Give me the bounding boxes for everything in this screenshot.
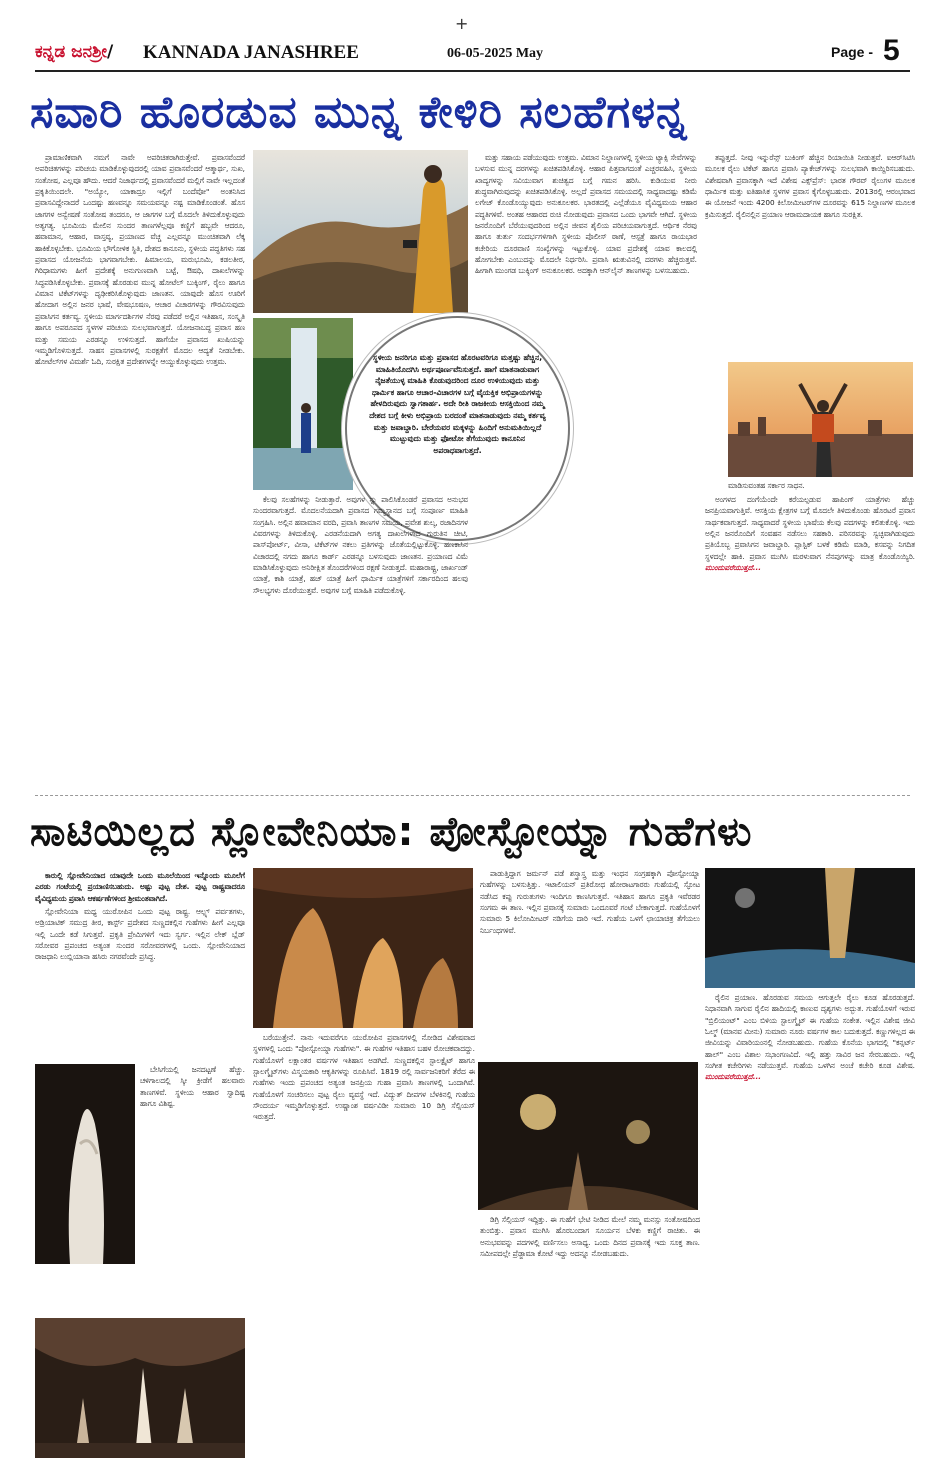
article1-col4-text: ತಪ್ಪುತ್ತದೆ. ನೀವು ಇನ್ನುರೆನ್ಸ್ ಬುಕಿಂಗ್ ಹೆಚ್ಚಿನ ರಿಯಾಯಿತಿ ನೀಡುತ್ತವೆ. ಐಆರ್‌ಸಿಟಿಸಿ ಮೂಲಕ ರೈಲು ಟಿಕೆಟ್ ಹಾಗೂ ಪ್ರವಾಸಿ ಪ್ಯಾಕೇಜ್‌ಗಳನ್ನು ಸುಲಭವಾಗಿ ಕಾಯ್ದಿರಿಸಬಹುದು. ವಿಶೇಷವಾಗಿ ಪ್ರವಾಸಕ್ಕಾಗಿ ಇದೆ ವಿಶೇಷ ಎಕ್ಸ್‌ಪ್ರೆಸ್: ಭಾರತ ಗೌರವ್ ರೈಲುಗಳ ಮೂಲಕ ಧಾರ್ಮಿಕ ಮತ್ತು ಐತಿಹಾಸಿಕ ಸ್ಥಳಗಳ ಪ್ರವಾಸ ಕೈಗೊಳ್ಳಬಹುದು. 2013ರಲ್ಲಿ ಆರಂಭವಾದ ಈ ಯೋಜನೆ ಇಂದು 4200 ಕಿಲೋಮೀಟರ್‌ಗಳ ದೂರವನ್ನು 615 ನಿಲ್ದಾಣಗಳ ಮೂಲಕ ಕ್ರಮಿಸುತ್ತದೆ. ರೈಲಿನಲ್ಲಿನ ಪ್ರಯಾಣ ಆರಾಮದಾಯಕ ಹಾಗೂ ಸುರಕ್ಷಿತ. bbox=[705, 153, 915, 219]
article1-col3-text: ಮತ್ತು ಸಹಾಯ ಪಡೆಯುವುದು ಉತ್ತಮ. ವಿಮಾನ ನಿಲ್ದಾಣಗಳಲ್ಲಿ ಸ್ಥಳೀಯ ಟ್ಯಾಕ್ಸಿ ಸೇವೆಗಳನ್ನು ಬಳಸುವ ಮುನ್ನ ದರಗಳನ್ನು ಖಚಿತಪಡಿಸಿಕೊಳ್ಳಿ. ಆಹಾರ ಪಿತ್ತವಾಗದಂತೆ ಎಚ್ಚರವಹಿಸಿ, ಸ್ಥಳೀಯ ಖಾದ್ಯಗಳನ್ನು ಸವಿಯುವಾಗ ಶುಚಿತ್ವದ ಬಗ್ಗೆ ಗಮನ ಹರಿಸಿ. ಕುಡಿಯುವ ನೀರು ಶುದ್ಧವಾಗಿರುವುದನ್ನು ಖಚಿತಪಡಿಸಿಕೊಳ್ಳಿ. ಅಲ್ಲದೆ ಪ್ರವಾಸದ ಸಮಯದಲ್ಲಿ ಸಾಧ್ಯವಾದಷ್ಟು ಕಡಿಮೆ ಲಗೇಜ್ ಕೊಂಡೊಯ್ಯುವುದು ಅನುಕೂಲಕರ. ಭಾರತದಲ್ಲಿ ಎಲ್ಲೆಡೆಯೂ ವೈವಿಧ್ಯಮಯ ಆಹಾರ ಪದ್ಧತಿಗಳಿವೆ. ಅಂತಹ ಆಹಾರದ ರುಚಿ ನೋಡುವುದು ಪ್ರವಾಸದ ಒಂದು ಭಾಗವೇ ಆಗಿದೆ. ಸ್ಥಳೀಯ ಜನರೊಂದಿಗೆ ಬೆರೆಯುವುದರಿಂದ ಅಲ್ಲಿನ ಜೀವನ ಶೈಲಿಯ ಪರಿಚಯವಾಗುತ್ತದೆ. ಆರ್ಥಿಕ ನೆರವು ಹಾಗೂ ತುರ್ತು ಸಂದರ್ಭಗಳಿಗಾಗಿ ಸ್ಥಳೀಯ ಪೊಲೀಸ್ ಠಾಣೆ, ಆಸ್ಪತ್ರೆ ಹಾಗೂ ರಾಯಭಾರ ಕಚೇರಿಯ ದೂರವಾಣಿ ಸಂಖ್ಯೆಗಳನ್ನು ಇಟ್ಟುಕೊಳ್ಳಿ. ಯಾವ ಪ್ರದೇಶಕ್ಕೆ ಯಾವ ಕಾಲದಲ್ಲಿ ಹೋಗಬೇಕು ಎಂಬುದನ್ನು ಮೊದಲೇ ನಿರ್ಧರಿಸಿ. ಪ್ರವಾಸಿ ಋತುವಿನಲ್ಲಿ ದರಗಳು ಹೆಚ್ಚಿರುತ್ತವೆ. ಹೀಗಾಗಿ ಮುಂಗಡ ಬುಕ್ಕಿಂಗ್ ಅನುಕೂಲಕರ. ಅದಕ್ಕಾಗಿ ಆನ್‌ಲೈನ್ ತಾಣಗಳನ್ನು ಬಳಸಬಹುದು. bbox=[475, 153, 697, 276]
article1-photo-hiker-mountain bbox=[253, 150, 468, 313]
article2-photo-cave-formations bbox=[35, 1318, 245, 1458]
article2-col4-text: ರೈಲಿನ ಪ್ರಯಾಣ. ಹೊರಡುವ ಸಮಯ ಆಗುತ್ತಲೇ ರೈಲು ಕೂಡ ಹೊರಡುತ್ತದೆ. ನಿಧಾನವಾಗಿ ಸಾಗುವ ರೈಲಿನ ಹಾದಿಯಲ್ಲಿ ಕಾಣುವ ದೃಶ್ಯಗಳು ಅದ್ಭುತ. ಗುಹೆಯೊಳಗೆ ಇರುವ "ಬ್ರಿಲಿಯಂಟ್" ಎಂಬ ಬಿಳಿಯ ಸ್ಟಾಲಗ್ಮೈಟ್ ಈ ಗುಹೆಯ ಸಂಕೇತ. ಇಲ್ಲಿನ ವಿಶೇಷ ಜೀವಿ ಓಲ್ಮ್ (ಮಾನವ ಮೀನು) ಸುಮಾರು ನೂರು ವರ್ಷಗಳ ಕಾಲ ಬದುಕುತ್ತದೆ. ಕಣ್ಣುಗಳಿಲ್ಲದ ಈ ಜೀವಿಯನ್ನು ವಿವಾರಿಯಂನಲ್ಲಿ ನೋಡಬಹುದು. ಗುಹೆಯ ಕೊನೆಯ ಭಾಗದಲ್ಲಿ "ಕನ್ಸರ್ಟ್ ಹಾಲ್" ಎಂಬ ವಿಶಾಲ ಸಭಾಂಗಣವಿದೆ. ಇಲ್ಲಿ ಹತ್ತು ಸಾವಿರ ಜನ ಸೇರಬಹುದು. ಇಲ್ಲಿ ಸಂಗೀತ ಕಚೇರಿಗಳು ನಡೆಯುತ್ತವೆ. ಗುಹೆಯ ಒಳಗಿನ ಅಂಚೆ ಕಚೇರಿ ಕೂಡ ವಿಶೇಷ. bbox=[705, 993, 915, 1071]
article2-col3b-text: ಡಿಗ್ರಿ ಸೆಲ್ಸಿಯಸ್ ಇದ್ದಿತ್ತು. ಈ ಗುಹೆಗೆ ಭೇಟಿ ನೀಡಿದ ಮೇಲೆ ನಮ್ಮ ಮನಸ್ಸು ಸಂತೋಷದಿಂದ ತುಂಬಿತ್ತು. ಪ್ರವಾಸ ಮುಗಿಸಿ ಹೊರಬಂದಾಗ ಸೂರ್ಯನ ಬೆಳಕು ಕಣ್ಣಿಗೆ ರಾಚಿತು. ಈ ಅನುಭವವನ್ನು ಪದಗಳಲ್ಲಿ ವರ್ಣಿಸಲು ಅಸಾಧ್ಯ. ಒಂದು ದಿನದ ಪ್ರವಾಸಕ್ಕೆ ಇದು ಸೂಕ್ತ ತಾಣ. ಸಮೀಪದಲ್ಲೇ ಪ್ರೆಡ್ಜಾಮಾ ಕೋಟೆ ಇದ್ದು ಅದನ್ನೂ ನೋಡಬಹುದು. bbox=[480, 1215, 700, 1259]
article1-continued: ಮುಂದುವರೆಯುತ್ತದೆ... bbox=[705, 563, 762, 573]
article2-photo-cave-interior bbox=[253, 868, 473, 1028]
article1-col2-text: ಕೆಲವು ಸಲಹೆಗಳನ್ನು ನೀಡುತ್ತಾರೆ. ಅವುಗಳ ನ್ನು ಪಾಲಿಸಿಕೊಂಡರೆ ಪ್ರವಾಸದ ಅನುಭವ ಸುಂದರವಾಗುತ್ತದೆ. ಮೊದಲನೆಯದಾಗಿ ಪ್ರವಾಸದ ಗಮ್ಯಸ್ಥಾನದ ಬಗ್ಗೆ ಸಂಪೂರ್ಣ ಮಾಹಿತಿ ಸಂಗ್ರಹಿಸಿ. ಅಲ್ಲಿನ ಹವಾಮಾನ ವರದಿ, ಪ್ರವಾಸಿ ತಾಣಗಳ ಸಮಯ, ಪ್ರವೇಶ ಶುಲ್ಕ, ರಜಾದಿನಗಳ ವಿವರಗಳನ್ನು ತಿಳಿದುಕೊಳ್ಳಿ. ಎರಡನೆಯದಾಗಿ ಅಗತ್ಯ ದಾಖಲೆಗಳಾದ ಗುರುತಿನ ಚೀಟಿ, ಪಾಸ್‌ಪೋರ್ಟ್, ವೀಸಾ, ಟಿಕೆಟ್‌ಗಳ ನಕಲು ಪ್ರತಿಗಳನ್ನು ಜೊತೆಯಲ್ಲಿಟ್ಟುಕೊಳ್ಳಿ. ಹಣಕಾಸಿನ ವಿಚಾರದಲ್ಲಿ ನಗದು ಹಾಗೂ ಕಾರ್ಡ್ ಎರಡನ್ನೂ ಬಳಸುವುದು ಜಾಣತನ. ಪ್ರಯಾಣದ ವಿಮೆ ಮಾಡಿಸಿಕೊಳ್ಳುವುದು ಅನಿರೀಕ್ಷಿತ ತೊಂದರೆಗಳಿಂದ ರಕ್ಷಣೆ ನೀಡುತ್ತದೆ. ಮಹಾರಾಷ್ಟ್ರ, ಜಾರ್ಖಂಡ್ ಯಾತ್ರೆ, ಕಾಶಿ ಯಾತ್ರೆ, ಹಜ್ ಯಾತ್ರೆ ಹೀಗೆ ಧಾರ್ಮಿಕ ಯಾತ್ರೆಗಳಿಗೆ ಸರ್ಕಾರದಿಂದ ಹಲವು ಸೌಲಭ್ಯಗಳು ದೊರೆಯುತ್ತವೆ. ಅವುಗಳ ಬಗ್ಗೆ ಮಾಹಿತಿ ಪಡೆದುಕೊಳ್ಳಿ. bbox=[253, 495, 468, 595]
article1-column-3 bbox=[475, 152, 697, 792]
article2-col3-text: ಪಾಡುತ್ತಿದ್ದಾಗ ಜರ್ಮನ್ ಪಡೆ ಶಸ್ತ್ರಾಸ್ತ್ರ ಮತ್ತು ಇಂಧನ ಸಂಗ್ರಹಕ್ಕಾಗಿ ಪೋಸ್ಟೋಯ್ನಾ ಗುಹೆಗಳನ್ನು ಬಳಸುತ್ತಿತ್ತು. ಇಟಾಲಿಯನ್ ಪ್ರತಿರೋಧ ಹೋರಾಟಗಾರರು ಗುಹೆಯಲ್ಲಿ ಸ್ಫೋಟ ನಡೆಸಿದ ಕಪ್ಪು ಗುರುತುಗಳು ಇಂದಿಗೂ ಕಾಣಸಿಗುತ್ತವೆ. ಇತಿಹಾಸ ಹಾಗೂ ಪ್ರಕೃತಿ ಇವೆರಡರ ಸಂಗಮ ಈ ತಾಣ. ಇಲ್ಲಿನ ಪ್ರವಾಸಕ್ಕೆ ಸುಮಾರು ಒಂದೂವರೆ ಗಂಟೆ ಬೇಕಾಗುತ್ತದೆ. ಗುಹೆಯೊಳಗೆ ಸುಮಾರು 5 ಕಿಲೋಮೀಟರ್ ನಡಿಗೆಯ ದಾರಿ ಇದೆ. ಗುಹೆಯ ಒಳಗೆ ಛಾಯಾಚಿತ್ರ ತೆಗೆಯಲು ನಿರ್ಬಂಧಗಳಿವೆ. bbox=[480, 869, 700, 935]
article2-column-3b bbox=[480, 1214, 700, 1456]
brand-kannada-text: ಕನ್ನಡ ಜನಶ್ರೀ bbox=[35, 42, 107, 62]
article1-column-4 bbox=[705, 152, 915, 357]
article2-lead-text: ಕಾರುಲ್ಲಿ ಸ್ಲೋವೇನಿಯಾದ ಯಾವುದೇ ಒಂದು ಮೂಲೆಯಿಂದ ಇನ್ನೊಂದು ಮೂಲೆಗೆ ಎರಡು ಗಂಟೆಯಲ್ಲಿ ಪ್ರಯಾಣಿಸಬಹುದು. ಅಷ್ಟು ಪುಟ್ಟ ದೇಶ. ಪುಟ್ಟ ರಾಷ್ಟ್ರವಾದರೂ ವೈವಿಧ್ಯಮಯ ಪ್ರವಾಸಿ ಆಕರ್ಷಣೆಗಳಿಂದ ಶ್ರೀಮಂತವಾಗಿದೆ. bbox=[35, 871, 245, 903]
article2-headline: ಸಾಟಿಯಿಲ್ಲದ ಸ್ಲೋವೇನಿಯಾ: ಪೋಸ್ಟೋಯ್ನಾ ಗುಹೆಗಳು bbox=[30, 809, 753, 855]
brand-separator: / bbox=[106, 42, 114, 62]
article2-column-4 bbox=[705, 992, 915, 1452]
article1-col4b-text: ಅಂಗಳದ ದಂಗೆಯೆಂದೇ ಕರೆಯಲ್ಪಡುವ ಹಾಪಿಂಗ್ ಯಾತ್ರೆಗಳು ಹೆಚ್ಚು ಜನಪ್ರಿಯವಾಗುತ್ತಿವೆ. ಆಸಕ್ತಿಯ ಕ್ಷೇತ್ರಗಳ ಬಗ್ಗೆ ಮೊದಲೇ ತಿಳಿದುಕೊಂಡು ಹೊರಟರೆ ಪ್ರವಾಸ ಸಾರ್ಥಕವಾಗುತ್ತದೆ. ಸಾಧ್ಯವಾದರೆ ಸ್ಥಳೀಯ ಭಾಷೆಯ ಕೆಲವು ಪದಗಳನ್ನು ಕಲಿತುಕೊಳ್ಳಿ. ಇದು ಅಲ್ಲಿನ ಜನರೊಂದಿಗೆ ಸಂವಹನ ನಡೆಸಲು ಸಹಕಾರಿ. ಪರಿಸರವನ್ನು ಸ್ವಚ್ಛವಾಗಿಡುವುದು ಪ್ರತಿಯೊಬ್ಬ ಪ್ರವಾಸಿಗನ ಜವಾಬ್ದಾರಿ. ಪ್ಲಾಸ್ಟಿಕ್ ಬಳಕೆ ಕಡಿಮೆ ಮಾಡಿ, ಕಸವನ್ನು ನಿಗದಿತ ಸ್ಥಳದಲ್ಲೇ ಹಾಕಿ. ಪ್ರವಾಸ ಮುಗಿಸಿ ಮರಳುವಾಗ ನೆನಪುಗಳನ್ನು ಮಾತ್ರ ಕೊಂಡೊಯ್ಯಿರಿ. bbox=[705, 495, 915, 561]
article1-photo-caption: ಮಾಡಿಸುವಂತಹ ಸರ್ಕಾರ ಸಾಧನ. bbox=[728, 481, 805, 490]
article1-col1-text: ಪ್ರಾಮಾಣಿಕವಾಗಿ ನಮಗೆ ನಾವೇ ಅಪರಿಚಿತರಾಗಿರುತ್ತೇವೆ. ಪ್ರವಾಸವೆಂದರೆ ಅಪರಿಚಿತಗಳನ್ನು ಪರಿಚಯ ಮಾಡಿಕೊಳ್ಳುವುದರಲ್ಲಿ ಯಾವ ಪ್ರವಾಸವೆಂದರೆ ಆತ್ಮಾರ್ಥ, ಸುಖ, ಸಂತೋಷ, ಎಲ್ಲವೂ ಹೌದು. ಆದರೆ ನಿಜಾರ್ಥದಲ್ಲಿ ಪ್ರವಾಸವೆಂದರೆ ಮಲ್ಲಿಗೆ ನಾವೇ ಇಲ್ಲದಂತೆ ಪ್ರಕೃತಿಯಿಂದಲೇ. "ಅಯ್ಯೋ, ಯಾಕಾದ್ರೂ ಇಲ್ಲಿಗೆ ಬಂದೆವೋ" ಅಂತನಿಸಿದ ಪ್ರವಾಸವಿದ್ದೇನಾದರೆ ಒಂದಷ್ಟು ಹಣವನ್ನೂ ಸಮಯವನ್ನೂ ನಷ್ಟ ಮಾಡಿಕೊಂಡಂತೆ. ಹೊಸ ಜಾಗಗಳ ಅನ್ವೇಷಣೆ ಸಂತೋಷ ತಂದರೂ, ಆ ಜಾಗಗಳ ಬಗ್ಗೆ ಮೊದಲೇ ತಿಳಿದುಕೊಳ್ಳುವುದು ಅತ್ಯಗತ್ಯ. ಭೂಮಿಯ ಮೇಲಿನ ಸುಂದರ ತಾಣಗಳೆಲ್ಲವೂ ಕಣ್ಣಿಗೆ ಹಬ್ಬವೇ ಆದರೂ, ಹವಾಮಾನ, ಆಹಾರ, ವಾಸ್ತವ್ಯ, ಪ್ರಯಾಣದ ವೆಚ್ಚ ಎಲ್ಲವನ್ನೂ ಮುಂಚಿತವಾಗಿ ಲೆಕ್ಕ ಹಾಕಿಕೊಳ್ಳಬೇಕು. ಭೂಮಿಯ ಭೌಗೋಳಿಕ ಸ್ಥಿತಿ, ದೇಶದ ಕಾನೂನು, ಸ್ಥಳೀಯ ಪದ್ಧತಿಗಳು ಸಹ ಪ್ರವಾಸದ ಯೋಜನೆಯ ಭಾಗವಾಗಬೇಕು. ಹಿಮಾಲಯ, ಮರುಭೂಮಿ, ಕಡಲತೀರ, ಗಿರಿಧಾಮಗಳು ಹೀಗೆ ಪ್ರದೇಶಕ್ಕೆ ಅನುಗುಣವಾಗಿ ಬಟ್ಟೆ, ಔಷಧಿ, ದಾಖಲೆಗಳನ್ನು ಸಿದ್ಧಪಡಿಸಿಕೊಳ್ಳಬೇಕು. ಪ್ರವಾಸಕ್ಕೆ ಹೊರಡುವ ಮುನ್ನ ಹೋಟೆಲ್ ಬುಕ್ಕಿಂಗ್, ರೈಲು ಹಾಗೂ ವಿಮಾನ ಟಿಕೆಟ್‌ಗಳನ್ನು ದೃಢೀಕರಿಸಿಕೊಳ್ಳುವುದು ಜಾಣತನ. ಯಾವುದೇ ಹೊಸ ಊರಿಗೆ ಹೋದಾಗ ಅಲ್ಲಿನ ಜನರ ಭಾಷೆ, ವೇಷಭೂಷಣ, ಆಚಾರ ವಿಚಾರಗಳನ್ನು ಗೌರವಿಸುವುದು ಪ್ರವಾಸಿಗನ ಕರ್ತವ್ಯ. ಸ್ಥಳೀಯ ಮಾರ್ಗದರ್ಶಿಗಳ ನೆರವು ಪಡೆದರೆ ಅಲ್ಲಿನ ಇತಿಹಾಸ, ಸಂಸ್ಕೃತಿ ಹಾಗೂ ಅಪರೂಪದ ಸ್ಥಳಗಳ ಪರಿಚಯ ಸುಲಭವಾಗುತ್ತದೆ. ಯೋಜನಾಬದ್ಧ ಪ್ರವಾಸ ಹಣ ಮತ್ತು ಸಮಯ ಎರಡನ್ನೂ ಉಳಿಸುತ್ತದೆ. ಹಾಗೆಯೇ ಪ್ರವಾಸದ ಖುಷಿಯನ್ನು ಇಮ್ಮಡಿಗೊಳಿಸುತ್ತದೆ. ಸಾಹಸ ಪ್ರವಾಸಗಳಲ್ಲಿ ಸುರಕ್ಷತೆಗೆ ಮೊದಲ ಆದ್ಯತೆ ನೀಡಬೇಕು. ಹೋಟೆಲ್‌ಗಳ ವಿಮರ್ಶೆ ಓದಿ, ಸುರಕ್ಷಿತ ಪ್ರದೇಶಗಳನ್ನೇ ಆಯ್ದುಕೊಳ್ಳುವುದು ಉತ್ತಮ. bbox=[35, 153, 245, 367]
callout-text: ಸ್ಥಳೀಯ ಜನರಿಗೂ ಮತ್ತು ಪ್ರವಾಸದ ಹೊರಟವರಿಗೂ ಮತ್ತಷ್ಟು ಹೆಚ್ಚಿನ, ಮಾಹಿತಿಯೊದಗಿಸಿ ಅರ್ಥಪೂರ್ಣವೆನಿಸುತ್ತದೆ. ಹಾಗೆ ಮಾತನಾಡುವಾಗ ನೈಜತೆಯುಳ್ಳ ಮಾಹಿತಿ ಕೊಡುವುದರಿಂದ ದೂರ ಉಳಿಯುವುದು ಮತ್ತು ಧಾರ್ಮಿಕ ಹಾಗೂ ಆಚಾರ-ವಿಚಾರಗಳ ಬಗ್ಗೆ ವೈಯಕ್ತಿಕ ಅಭಿಪ್ರಾಯಗಳನ್ನು ಹೇಳದಿರುವುದು ಸ್ವಾಗತಾರ್ಹ. ಅದೇ ರೀತಿ ರಾಜಕೀಯ ಆಸಕ್ತಿಯಿಂದ ನಮ್ಮ ದೇಶದ ಬಗ್ಗೆ ಕೀಳು ಅಭಿಪ್ರಾಯ ಬರದಂತೆ ಮಾತನಾಡುವುದು ನಮ್ಮ ಕರ್ತವ್ಯ ಮತ್ತು ಜವಾಬ್ದಾರಿ. ಬೇರೆಯವರ ಮಕ್ಕಳನ್ನು ಹಿಂದಿಗೆ ಅನುಮತಿಯಿಲ್ಲದೆ ಮುಟ್ಟುವುದು ಮತ್ತು ಫೋಟೋ ತೆಗೆಯುವುದು ಕಾನೂನಿನ ಅಪರಾಧವಾಗುತ್ತದೆ. bbox=[369, 353, 546, 455]
page-number: 5 bbox=[883, 34, 900, 67]
article1-photo-traveler-city bbox=[728, 362, 913, 477]
article2-col1-text: ಸ್ಲೋವೇನಿಯಾ ಮಧ್ಯ ಯುರೋಪಿನ ಒಂದು ಪುಟ್ಟ ರಾಷ್ಟ್ರ. ಆಲ್ಪ್ಸ್ ಪರ್ವತಗಳು, ಅಡ್ರಿಯಾಟಿಕ್ ಸಮುದ್ರ ತೀರ, ಕಾರ್ಸ್ಟ್ ಪ್ರದೇಶದ ಸುಣ್ಣದಕಲ್ಲಿನ ಗುಹೆಗಳು ಹೀಗೆ ಎಲ್ಲವೂ ಇಲ್ಲಿ ಒಂದೇ ಕಡೆ ಸಿಗುತ್ತವೆ. ಪ್ರಕೃತಿ ಪ್ರೇಮಿಗಳಿಗೆ ಇದು ಸ್ವರ್ಗ. ಇಲ್ಲಿನ ಲೇಕ್ ಬ್ಲೆಡ್ ಸರೋವರ ಪ್ರಪಂಚದ ಅತ್ಯಂತ ಸುಂದರ ಸರೋವರಗಳಲ್ಲಿ ಒಂದು. ಸ್ಲೋವೇನಿಯಾದ ರಾಜಧಾನಿ ಲುಬ್ಲಿಯಾನಾ ಹಸಿರು ನಗರವೆಂದೇ ಪ್ರಸಿದ್ಧ. bbox=[35, 907, 245, 962]
masthead bbox=[35, 34, 910, 67]
article2-continued: ಮುಂದುವರೆಯುತ್ತದೆ... bbox=[705, 1072, 762, 1082]
brand-english: KANNADA JANASHREE bbox=[143, 42, 359, 63]
article2-col1b-text: ಬೇಸಿಗೆಯಲ್ಲಿ ಜನದಟ್ಟಣೆ ಹೆಚ್ಚು. ಚಳಿಗಾಲದಲ್ಲಿ ಸ್ಕೀ ಕ್ರೀಡೆಗೆ ಹಲವಾರು ತಾಣಗಳಿವೆ. ಸ್ಥಳೀಯ ಆಹಾರ ಸ್ವಾದಿಷ್ಟ ಹಾಗೂ ವಿಶಿಷ್ಟ. bbox=[140, 1065, 245, 1109]
article1-headline: ಸವಾರಿ ಹೊರಡುವ ಮುನ್ನ ಕೇಳಿರಿ ಸಲಹೆಗಳನ್ನ bbox=[30, 87, 688, 138]
article1-column-1 bbox=[35, 152, 245, 792]
article2-column-2 bbox=[253, 1032, 475, 1452]
article2-col2-text: ಬರೆಯುತ್ತೇನೆ. ನಾನು ಇದುವರೆಗೂ ಯುರೋಪಿನ ಪ್ರವಾಸಗಳಲ್ಲಿ ನೋಡಿದ ವಿಶೇಷವಾದ ಸ್ಥಳಗಳಲ್ಲಿ ಒಂದು "ಪೋಸ್ಟೋಯ್ನಾ ಗುಹೆಗಳು". ಈ ಗುಹೆಗಳ ಇತಿಹಾಸ ಬಹಳ ರೋಚಕವಾದದ್ದು. ಗುಹೆಯೊಳಗೆ ಲಕ್ಷಾಂತರ ವರ್ಷಗಳ ಇತಿಹಾಸ ಅಡಗಿದೆ. ಸುಣ್ಣದಕಲ್ಲಿನ ಸ್ಟಾಲಕ್ಟೈಟ್ ಹಾಗೂ ಸ್ಟಾಲಗ್ಮೈಟ್‌ಗಳು ವಿಸ್ಮಯಕಾರಿ ಆಕೃತಿಗಳನ್ನು ರೂಪಿಸಿವೆ. 1819 ರಲ್ಲಿ ಸಾರ್ವಜನಿಕರಿಗೆ ತೆರೆದ ಈ ಗುಹೆಗಳು ಇಂದು ಪ್ರಪಂಚದ ಅತ್ಯಂತ ಜನಪ್ರಿಯ ಗುಹಾ ಪ್ರವಾಸಿ ತಾಣಗಳಲ್ಲಿ ಒಂದಾಗಿವೆ. ಗುಹೆಯೊಳಗೆ ಸಂಚರಿಸಲು ಪುಟ್ಟ ರೈಲು ವ್ಯವಸ್ಥೆ ಇದೆ. ವಿದ್ಯುತ್ ದೀಪಗಳ ಬೆಳಕಿನಲ್ಲಿ ಗುಹೆಯ ಸೌಂದರ್ಯ ಇಮ್ಮಡಿಗೊಳ್ಳುತ್ತದೆ. ಉಷ್ಣಾಂಶ ವರ್ಷವಿಡೀ ಸುಮಾರು 10 ಡಿಗ್ರಿ ಸೆಲ್ಸಿಯಸ್ ಇರುತ್ತದೆ. bbox=[253, 1033, 475, 1122]
article1-photo-waterfall bbox=[253, 318, 353, 490]
masthead-rule bbox=[35, 70, 910, 72]
registration-mark: + bbox=[455, 14, 469, 33]
article1-column-4b bbox=[705, 494, 915, 792]
issue-date: 06-05-2025 May bbox=[447, 46, 544, 61]
article2-photo-cave-passage bbox=[478, 1062, 698, 1210]
article1-column-2 bbox=[253, 494, 468, 792]
brand-kannada bbox=[35, 42, 113, 62]
article2-column-1b bbox=[140, 1064, 245, 1264]
page-label: Page - bbox=[831, 44, 874, 60]
article2-column-3 bbox=[480, 868, 700, 1058]
article2-photo-cave-river bbox=[705, 868, 915, 988]
section-divider bbox=[35, 795, 910, 796]
article2-photo-stalagmite bbox=[35, 1064, 135, 1264]
